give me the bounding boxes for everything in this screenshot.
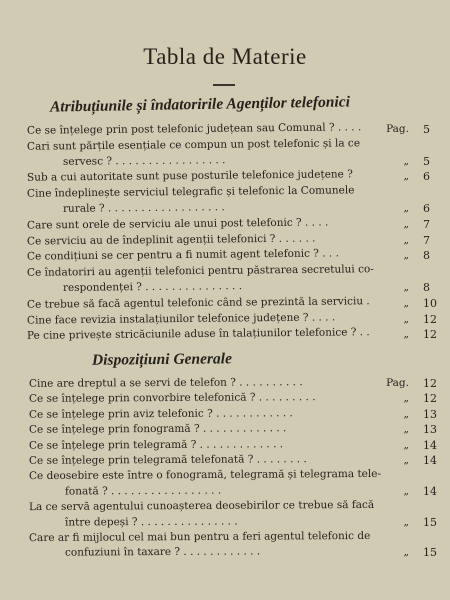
toc-page-mark: „ [403, 312, 409, 325]
toc-page-number: 6 [423, 170, 430, 184]
toc-page-number: 12 [423, 377, 437, 390]
toc-entry-text: Cine are dreptul a se servi de telefon ? . . . . . . . . . . [28, 376, 303, 390]
toc-entry-text: Cari sunt părțile esențiale ce compun un post telefonic și la ce [26, 137, 361, 153]
toc-entry-text: Ce trebue să facă agentul telefonic când se prezintă la serviciu . [26, 295, 370, 311]
toc-page-mark: „ [403, 515, 409, 528]
toc-page-number: 13 [423, 407, 437, 421]
toc-entry-text: confuziuni în taxare ? . . . . . . . . . . . . [64, 545, 261, 560]
toc-entry-text: Pe cine privește stricăciunile aduse în talațiunilor telefonice ? . . [26, 326, 370, 343]
toc-page-number: 15 [423, 515, 437, 529]
section-title: Atribuțiunile și îndatoririle Agenților telefonici [49, 93, 351, 116]
toc-page-mark: „ [403, 546, 409, 559]
toc-page-mark: „ [403, 296, 409, 309]
toc-page-mark: Pag. [386, 377, 409, 389]
toc-page-number: 5 [423, 123, 430, 136]
toc-entry-text: Ce se înțelege prin convorbire telefonică ? . . . . . . . . . [28, 391, 316, 406]
toc-entry-text: rurale ? . . . . . . . . . . . . . . . . . . [62, 201, 225, 215]
toc-page-number: 12 [423, 392, 437, 406]
toc-entry-text: respondenței ? . . . . . . . . . . . . . . . [62, 280, 243, 294]
toc-entry-text: Care ar fi mijlocul cel mai bun pentru a feri agentul telefonic de [28, 529, 371, 545]
toc-entry-text: Cine îndeplinește serviciul telegrafic și telefonic la Comunele [26, 184, 355, 200]
toc-page-number: 8 [423, 281, 430, 294]
toc-page-mark: „ [403, 249, 409, 262]
toc-entry-text: Ce condițiuni se cer pentru a fi numit agent telefonic ? . . . [26, 247, 339, 264]
toc-page-mark: „ [403, 170, 409, 183]
toc-page-number: 7 [423, 217, 430, 231]
toc-page-number: 15 [423, 546, 437, 560]
toc-page-mark: „ [403, 233, 409, 246]
toc-page-mark: „ [403, 281, 409, 293]
toc-page-number: 7 [423, 233, 430, 247]
toc-page-number: 14 [423, 438, 437, 452]
toc-entry-text: Ce se înțelege prin telegramă telefonată ? . . . . . . . . [28, 453, 307, 467]
toc-page-number: 5 [423, 154, 430, 168]
toc-page-mark: „ [403, 454, 409, 466]
toc-entry-text: Ce serviciu au de îndeplinit agenții telefonici ? . . . . . . [26, 232, 316, 248]
toc-entry-text: Ce îndatoriri au agenții telefonici pentru păstrarea secretului co- [26, 263, 374, 280]
toc-entry-text: Ce se înțelege prin telegramă ? . . . . . . . . . . . . . [28, 437, 284, 452]
toc-page-number: 10 [423, 296, 437, 310]
toc-page-mark: „ [403, 484, 409, 497]
toc-entry-text: Ce se înțelege prin post telefonic județean sau Comunal ? . . . . [26, 121, 362, 137]
toc-page-mark: „ [403, 202, 409, 214]
toc-page-number: 14 [423, 454, 437, 467]
toc-entry-text: Ce deosebire este între o fonogramă, telegramă și telegrama tele- [28, 468, 382, 483]
toc-page-mark: „ [403, 407, 409, 420]
toc-page-number: 13 [423, 423, 437, 437]
toc-entry-text: fonată ? . . . . . . . . . . . . . . . . . [64, 484, 222, 498]
toc-page-number: 12 [423, 312, 437, 326]
toc-page-mark: „ [403, 328, 409, 341]
toc-page-number: 6 [423, 202, 430, 215]
title-rule [213, 84, 235, 86]
toc-entry-text: Sub a cui autoritate sunt puse posturile telefonice județene ? [26, 168, 353, 185]
toc-entry-text: Care sunt orele de serviciu ale unui post telefonic ? . . . . [26, 216, 329, 232]
toc-entry-text: La ce servă agentului cunoașterea deosebirilor ce trebue să facă [28, 499, 375, 514]
section-title: Dispozițiuni Generale [91, 350, 233, 369]
toc-page-number: 12 [423, 328, 437, 342]
toc-page-number: 8 [423, 249, 430, 263]
toc-entry-text: Ce se înțelege prin aviz telefonic ? . . . . . . . . . . . . [28, 406, 293, 421]
toc-entry-text: Ce se înțelege prin fonogramă ? . . . . . . . . . . . . . [28, 422, 287, 436]
toc-entry-text: Cine face revizia instalațiunilor telefonice județene ? . . . . [26, 310, 336, 327]
toc-page-mark: „ [403, 423, 409, 436]
toc-page-mark: „ [403, 217, 409, 230]
toc-page-number: 14 [423, 484, 437, 498]
toc-page-mark: Pag. [386, 123, 409, 135]
toc-entry-text: servesc ? . . . . . . . . . . . . . . . . . [62, 153, 226, 168]
toc-page-mark: „ [403, 392, 409, 405]
toc-page-mark: „ [403, 154, 409, 167]
toc-entry-text: între depeși ? . . . . . . . . . . . . . . . [64, 515, 238, 529]
toc-page-mark: „ [403, 438, 409, 451]
page-title: Tabla de Materie [143, 44, 307, 69]
